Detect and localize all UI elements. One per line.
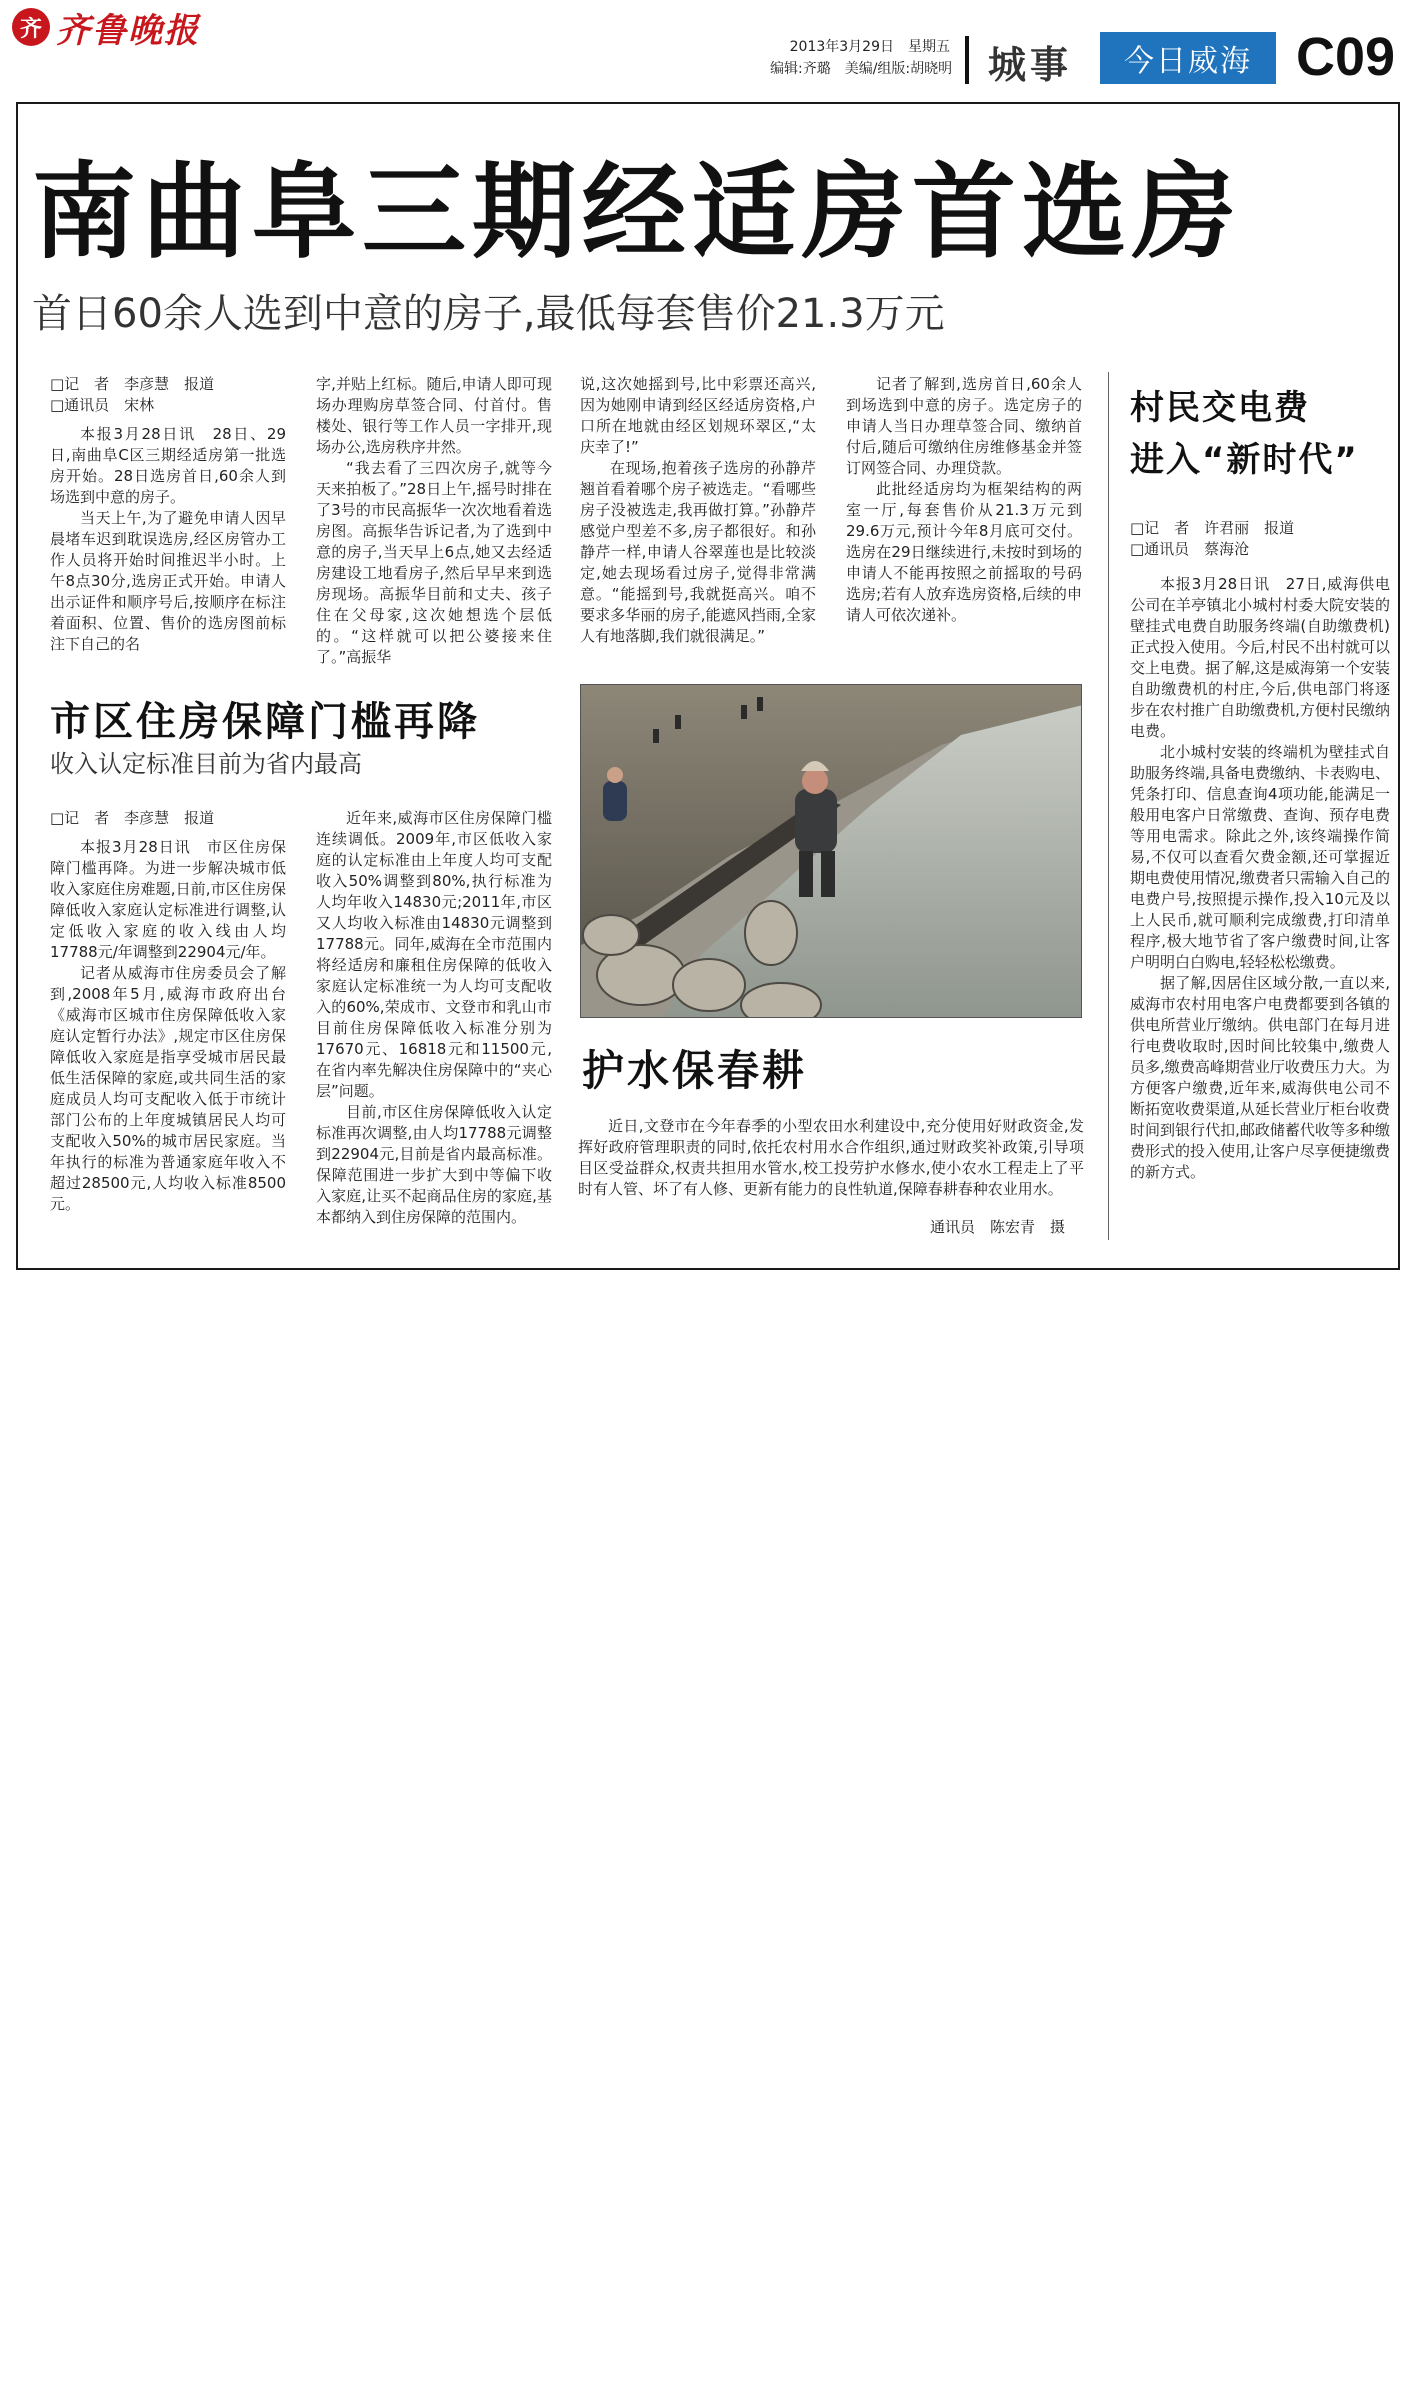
channel-badge: 今日威海 bbox=[1100, 32, 1276, 84]
paragraph: 北小城村安装的终端机为壁挂式自助服务终端,具备电费缴纳、卡表购电、凭条打印、信息查询4项功能,能满足一般用电客户日常缴费、查询、预存电费等用电需求。除此之外,该终端操作简易,不仅可以查看欠费金额,还可掌握近期电费使用情况,缴费者只需输入自己的电费户号,按照提示操作,投入10元及以上人民币,就可顺利完成缴费,打印清单程序,极大地节省了客户缴费时间,让客户明明白白购电,轻轻松松缴费。 bbox=[1130, 743, 1390, 971]
lead-byline bbox=[50, 374, 286, 416]
lead-column-1 bbox=[50, 374, 286, 655]
byline-correspondent: □通讯员 蔡海沧 bbox=[1130, 540, 1250, 558]
sidebar-title-line-2: 进入“新时代” bbox=[1130, 440, 1359, 480]
sidebar-headline bbox=[1130, 382, 1359, 486]
paragraph: “我去看了三四次房子,就等今天来拍板了。”28日上午,摇号时排在了3号的市民高振华一次次地看着选房图。高振华告诉记者,为了选到中意的房子,当天早上6点,她又去经适房建设工地看房子,然后早早来到选房现场。高振华目前和丈夫、孩子住在父母家,这次她想选个层低的。“这样就可以把公婆接来住了。”高振华 bbox=[316, 459, 552, 666]
paragraph: 当天上午,为了避免申请人因早晨堵车迟到耽误选房,经区房管办工作人员将开始时间推迟半小时。上午8点30分,选房正式开始。申请人出示证件和顺序号后,按顺序在标注着面积、位置、售价的选房图前标注下自己的名 bbox=[50, 509, 286, 653]
story2-column-2 bbox=[316, 808, 552, 1228]
newspaper-logo bbox=[12, 6, 200, 51]
paragraph: 记者了解到,选房首日,60余人到场选到中意的房子。选定房子的申请人当日办理草签合同、缴纳首付后,随后可缴纳住房维修基金并签订网签合同、办理贷款。 bbox=[846, 375, 1082, 477]
story2-column-1 bbox=[50, 808, 286, 1215]
paragraph: 本报3月28日讯 27日,威海供电公司在羊亭镇北小城村村委大院安装的壁挂式电费自助服务终端(自助缴费机)正式投入使用。今后,村民不出村就可以交上电费。据了解,这是威海第一个安装自助缴费机的村庄,今后,供电部门将逐步在农村推广自助缴费机,方便村民缴纳电费。 bbox=[1130, 575, 1390, 740]
paragraph: 记者从威海市住房委员会了解到,2008年5月,威海市政府出台《威海市区城市住房保障低收入家庭认定暂行办法》,规定市区住房保障低收入家庭是指享受城市居民最低生活保障的家庭,或共同生活的家庭成员人均可支配收入低于市统计部门公布的上年度城镇居民人均可支配收入50%的城市居民家庭。当年执行的标准为普通家庭年收入不超过28500元,人均收入标准8500元。 bbox=[50, 964, 286, 1213]
story2-headline: 市区住房保障门槛再降 bbox=[50, 699, 480, 745]
paragraph: 此批经适房均为框架结构的两室一厅,每套售价从21.3万元到29.6万元,预计今年8月底可交付。选房在29日继续进行,未按时到场的申请人不能再按照之前摇取的号码选房;若有人放弃选房资格,后续的申请人可依次递补。 bbox=[846, 480, 1082, 624]
issue-info bbox=[770, 36, 953, 80]
logo-emblem-icon: 齐 bbox=[12, 8, 50, 46]
photo-credit: 通讯员 陈宏青 摄 bbox=[930, 1218, 1066, 1236]
sidebar-divider bbox=[1108, 372, 1109, 1240]
caption-text: 近日,文登市在今年春季的小型农田水利建设中,充分使用好财政资金,发挥好政府管理职责的同时,依托农村用水合作组织,通过财政奖补政策,引导项目区受益群众,权责共担用水管水,校工投劳护水修水,使小农水工程走上了平时有人管、坏了有人修、更新有能力的良性轨道,保障春耕春种农业用水。 bbox=[578, 1117, 1084, 1198]
paragraph: 在现场,抱着孩子选房的孙静芹翘首看着哪个房子被选走。“看哪些房子没被选走,我再做打算。”孙静芹感觉户型差不多,房子都很好。和孙静芹一样,申请人谷翠莲也是比较淡定,她去现场看过房子,觉得非常满意。“能摇到号,我就挺高兴。咱不要求多华丽的房子,能遮风挡雨,全家人有地落脚,我们就很满足。” bbox=[580, 459, 816, 645]
paragraph: 字,并贴上红标。随后,申请人即可现场办理购房草签合同、付首付。售楼处、银行等工作人员一字排开,现场办公,选房秩序井然。 bbox=[316, 375, 552, 456]
paragraph: 近年来,威海市区住房保障门槛连续调低。2009年,市区低收入家庭的认定标准由上年度人均可支配收入50%调整到80%,执行标准为人均年收入14830元;2011年,市区又人均收入标准由14830元调整到17788元。同年,威海在全市范围内将经适房和廉租住房保障的低收入家庭认定标准统一为人均可支配收入的60%,荣成市、文登市和乳山市目前住房保障低收入标准分别为17670元、16818元和11500元,在省内率先解决住房保障中的“夹心层”问题。 bbox=[316, 809, 552, 1100]
lead-subhead: 首日60余人选到中意的房子,最低每套售价21.3万元 bbox=[32, 291, 945, 337]
byline-correspondent: □通讯员 宋林 bbox=[50, 396, 155, 414]
sidebar-title-line-1: 村民交电费 bbox=[1130, 388, 1310, 428]
byline-reporter: □记 者 李彦慧 报道 bbox=[50, 375, 215, 393]
paragraph: 据了解,因居住区域分散,一直以来,威海市农村用电客户电费都要到各镇的供电所营业厅缴纳。供电部门在每月进行电费收取时,因时间比较集中,缴费人员多,缴费高峰期营业厅收费压力大。为方便客户缴费,近年来,威海供电公司不断拓宽收费渠道,从延长营业厅柜台收费时间到银行代扣,邮政储蓄代收等多种缴费形式的投入使用,让客户尽享便捷缴费的新方式。 bbox=[1130, 974, 1390, 1181]
editor-credits: 编辑:齐璐 美编/组版:胡晓明 bbox=[770, 61, 953, 77]
paragraph: 说,这次她摇到号,比中彩票还高兴,因为她刚申请到经区经适房资格,户口所在地就由经区划规环翠区,“太庆幸了!” bbox=[580, 375, 816, 456]
issue-weekday: 星期五 bbox=[908, 39, 950, 55]
photo-illustration bbox=[581, 685, 1082, 1018]
paragraph: 目前,市区住房保障低收入认定标准再次调整,由人均17788元调整到22904元,目前是省内最高标准。保障范围进一步扩大到中等偏下收入家庭,让买不起商品住房的家庭,基本都纳入到住房保障的范围内。 bbox=[316, 1103, 552, 1226]
paragraph: 本报3月28日讯 28日、29日,南曲阜C区三期经适房第一批选房开始。28日选房首日,60余人到场选到中意的房子。 bbox=[50, 425, 286, 506]
news-photo bbox=[580, 684, 1082, 1018]
page-number: C09 bbox=[1296, 27, 1396, 87]
lead-headline: 南曲阜三期经适房首选房 bbox=[32, 151, 1243, 273]
story2-byline: □记 者 李彦慧 报道 bbox=[50, 809, 215, 827]
section-name: 城事 bbox=[988, 43, 1073, 87]
masthead-divider bbox=[965, 36, 969, 84]
byline-reporter: □记 者 许君丽 报道 bbox=[1130, 519, 1295, 537]
lead-column-3 bbox=[580, 374, 816, 647]
sidebar-byline bbox=[1130, 518, 1390, 560]
lead-column-2 bbox=[316, 374, 552, 668]
photo-caption bbox=[578, 1116, 1084, 1200]
paragraph: 本报3月28日讯 市区住房保障门槛再降。为进一步解决城市低收入家庭住房难题,日前,市区住房保障低收入家庭认定标准进行调整,认定低收入家庭的收入线由人均17788元/年调整到22904元/年。 bbox=[50, 838, 286, 961]
logo-text: 齐鲁晚报 bbox=[56, 10, 200, 51]
photo-headline: 护水保春耕 bbox=[582, 1046, 808, 1095]
story2-subhead: 收入认定标准目前为省内最高 bbox=[50, 750, 362, 778]
lead-column-4 bbox=[846, 374, 1082, 626]
sidebar-column bbox=[1130, 518, 1390, 1183]
issue-date: 2013年3月29日 bbox=[789, 39, 894, 55]
